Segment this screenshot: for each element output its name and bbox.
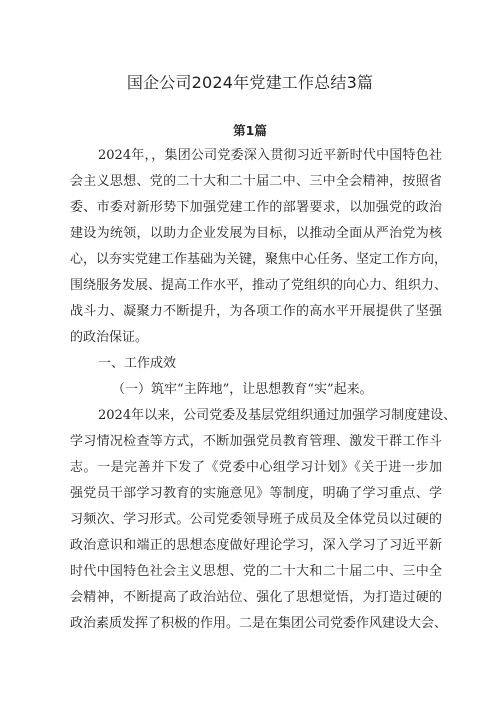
paragraph-line: 会主义思想、党的二十大和二十届二中、三中全会精神，按照省 — [70, 174, 442, 189]
subheading-line: （一）筑牢“主阵地”，让思想教育“实”起来。 — [112, 382, 373, 397]
paragraph-line: 的政治保证。 — [70, 330, 149, 345]
paragraph-line: 战斗力、凝聚力不断提升，为各项工作的高水平开展提供了坚强 — [70, 304, 442, 319]
paragraph-line: 政治素质发挥了积极的作用。二是在集团公司党委作风建设大会、 — [70, 616, 448, 631]
paragraph-line: 会精神，不断提高了政治站位、强化了思想觉悟，为打造过硬的 — [70, 590, 442, 605]
paragraph-line: 委、市委对新形势下加强党建工作的部署要求，以加强党的政治 — [70, 200, 442, 215]
paragraph-line: 政治意识和端正的思想态度做好理论学习，深入学习了习近平新 — [70, 538, 442, 553]
paragraph-line: 2024年以来，公司党委及基层党组织通过加强学习制度建设、 — [98, 408, 457, 423]
paragraph-line: 建设为统领，以助力企业发展为目标，以推动全面从严治党为核 — [70, 226, 442, 241]
paragraph-line: 心，以夯实党建工作基础为关键，聚焦中心任务、坚定工作方向， — [70, 252, 448, 267]
paragraph-line: 时代中国特色社会主义思想、党的二十大和二十届二中、三中全 — [70, 564, 442, 579]
section-label: 第1篇 — [233, 123, 267, 138]
document-body — [70, 143, 457, 637]
paragraph-line: 2024年，，集团公司党委深入贯彻习近平新时代中国特色社 — [98, 148, 442, 163]
paragraph-line: 强党员干部学习教育的实施意见》等制度，明确了学习重点、学 — [70, 486, 442, 501]
paragraph-line: 围绕服务发展、提高工作水平，推动了党组织的向心力、组织力、 — [70, 278, 448, 293]
paragraph-line: 志。一是完善并下发了《党委中心组学习计划》《关于进一步加 — [70, 460, 442, 475]
paragraph-line: 习频次、学习形式。公司党委领导班子成员及全体党员以过硬的 — [70, 512, 442, 527]
paragraph-line: 学习情况检查等方式，不断加强党员教育管理、激发干群工作斗 — [70, 434, 442, 449]
heading-line: 一、工作成效 — [98, 356, 177, 371]
document-title: 国企公司2024年党建工作总结3篇 — [126, 73, 374, 92]
